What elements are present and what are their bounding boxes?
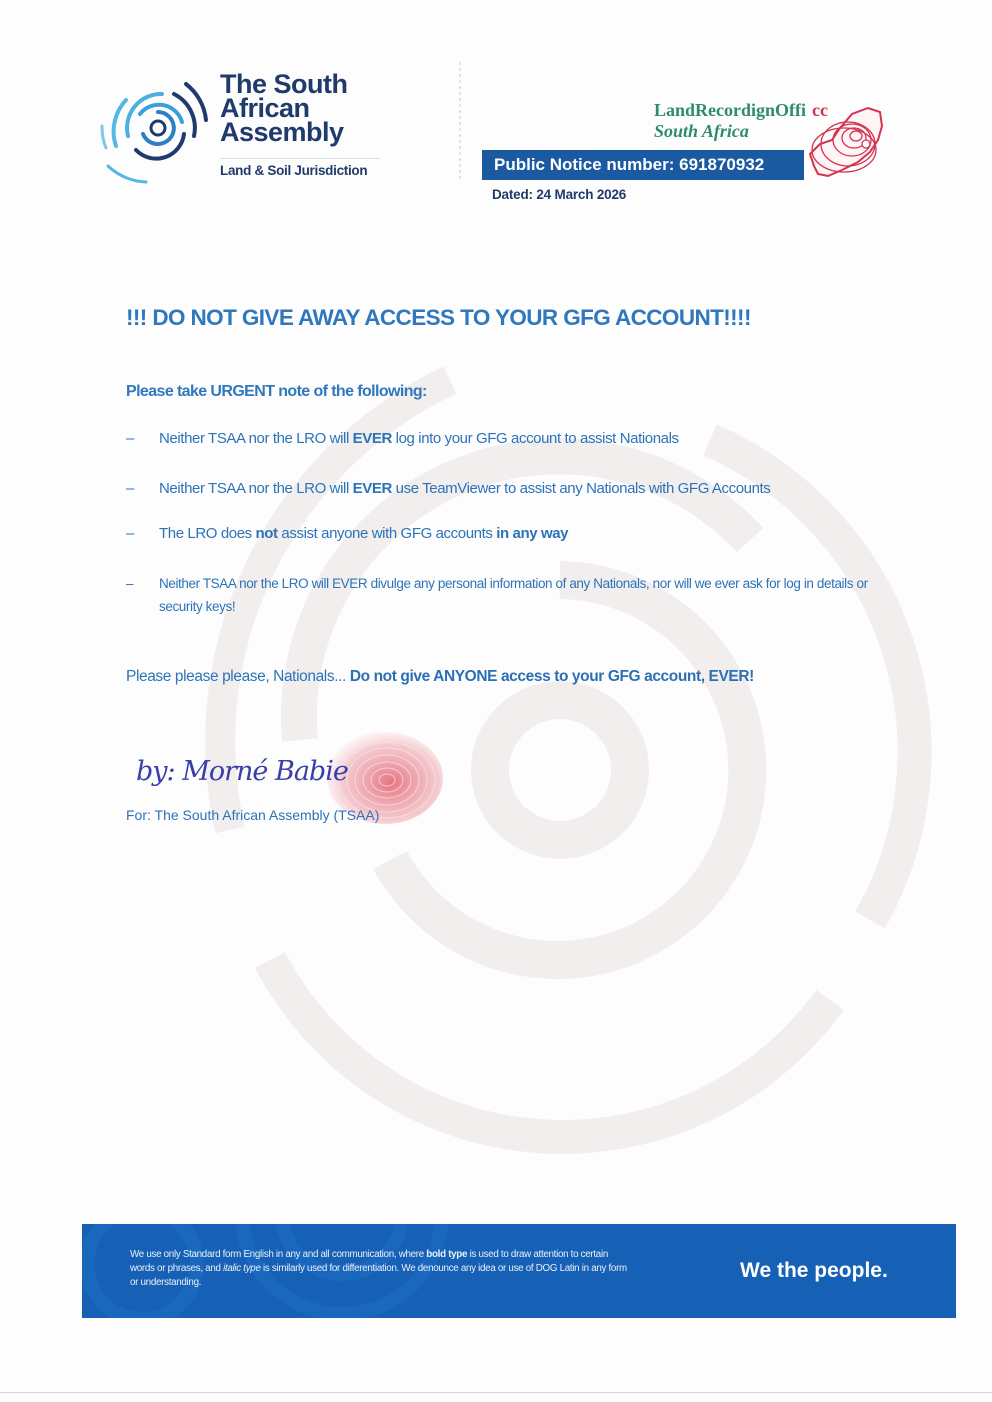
point-text: assist anyone with GFG accounts xyxy=(277,525,497,542)
closing-plea xyxy=(126,668,754,686)
south-africa-map-icon xyxy=(806,104,886,180)
org-subtitle: Land & Soil Jurisdiction xyxy=(220,163,368,178)
point-emphasis: EVER xyxy=(352,480,392,497)
bullet-dash: – xyxy=(126,430,134,447)
point-text: Neither TSAA nor the LRO will xyxy=(159,480,353,497)
notice-point xyxy=(126,572,884,618)
org-name-line-2: African xyxy=(220,93,310,123)
notice-point xyxy=(126,525,568,542)
point-emphasis: EVER xyxy=(352,430,392,447)
header-divider xyxy=(459,62,461,182)
public-notice-banner xyxy=(482,150,804,180)
office-country: South Africa xyxy=(654,121,749,141)
notice-point xyxy=(126,480,770,497)
notice-point xyxy=(126,430,679,447)
signature-block xyxy=(126,728,436,828)
office-name-text: LandRecordignOffi xyxy=(654,100,807,120)
footer-text: is similarly used for differentiation. We denounce any idea or use of DOG Latin in any form or understanding. xyxy=(130,1263,627,1288)
plea-text: Please please please, Nationals... xyxy=(126,668,350,685)
org-name-line-1: The South xyxy=(220,69,348,99)
point-text: Neither TSAA nor the LRO will xyxy=(159,430,353,447)
tsaa-logo-rings-icon xyxy=(96,76,212,186)
footer-bold-text: bold type xyxy=(426,1249,468,1260)
footer-slogan: We the people. xyxy=(740,1259,888,1282)
plea-emphasis: Do not give ANYONE access to your GFG account, EVER! xyxy=(349,668,754,685)
point-emphasis: in any way xyxy=(496,525,569,542)
page-bottom-edge xyxy=(0,1392,992,1393)
public-notice-number: Public Notice number: 691870932 xyxy=(494,155,765,174)
footer-language-statement xyxy=(130,1248,630,1290)
point-text: Neither TSAA nor the LRO will EVER divulge any personal information of any Nationals, nor will we ever ask for log in details or security keys! xyxy=(159,576,868,614)
notice-date: Dated: 24 March 2026 xyxy=(492,187,627,202)
point-text: The LRO does xyxy=(159,525,256,542)
point-text: use TeamViewer to assist any Nationals with GFG Accounts xyxy=(391,480,771,497)
office-name-suffix: cc xyxy=(812,100,828,120)
org-name-line-3: Assembly xyxy=(220,117,344,147)
footer-banner xyxy=(82,1224,956,1318)
footer-text: is used to draw attention to certain words or phrases, and xyxy=(130,1249,608,1274)
logo-divider xyxy=(220,158,380,159)
office-name xyxy=(654,100,828,121)
point-text: log into your GFG account to assist Nationals xyxy=(391,430,679,447)
footer-text: We use only Standard form English in any and all communication, where xyxy=(130,1249,427,1260)
bullet-dash: – xyxy=(126,576,134,591)
bullet-dash: – xyxy=(126,480,134,497)
point-emphasis: not xyxy=(255,525,278,542)
warning-headline: !!! DO NOT GIVE AWAY ACCESS TO YOUR GFG ACCOUNT!!!! xyxy=(126,305,751,330)
signature-for-line: For: The South African Assembly (TSAA) xyxy=(126,807,380,823)
handwritten-signature: by: Morné Babie xyxy=(136,756,348,787)
urgent-subheading: Please take URGENT note of the following: xyxy=(126,383,427,400)
bullet-dash: – xyxy=(126,525,134,542)
footer-italic-text: italic type xyxy=(223,1263,261,1274)
org-name xyxy=(220,69,420,147)
